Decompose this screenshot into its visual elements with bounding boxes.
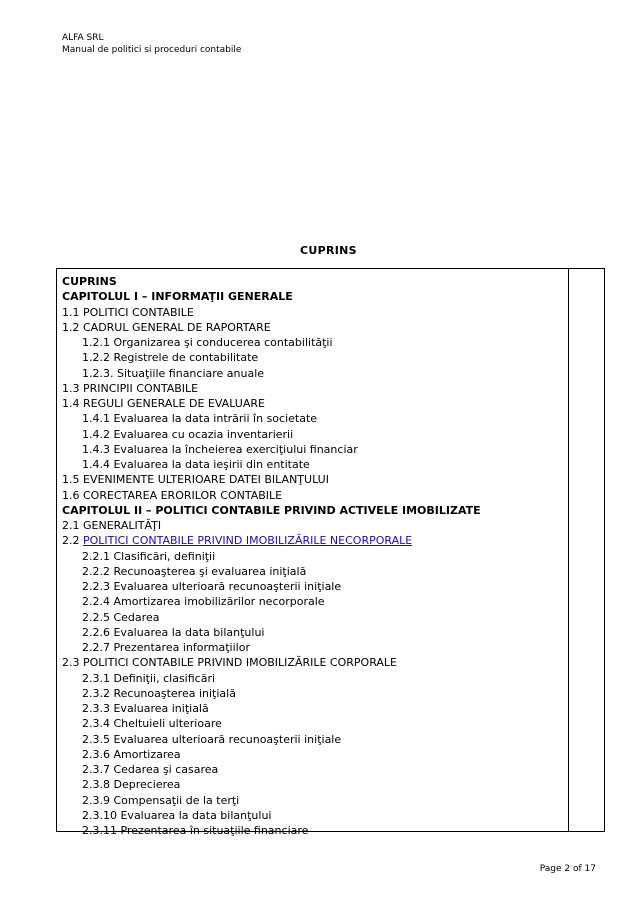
toc-entry-text: 1.1 POLITICI CONTABILE — [62, 305, 194, 319]
toc-entry — [62, 411, 562, 426]
toc-entry-text: 2.3.7 Cedarea şi casarea — [82, 763, 219, 776]
toc-entry-text: 2.3.11 Prezentarea în situaţiile financiare — [82, 824, 309, 837]
toc-entry-text: 1.4.1 Evaluarea la data intrării în societate — [82, 412, 318, 426]
toc-entry-text: 2.3.1 Definiţii, clasificări — [82, 671, 216, 685]
toc-entry — [62, 549, 562, 564]
toc-entry — [62, 686, 562, 701]
toc-entry — [62, 274, 562, 289]
toc-entry — [62, 701, 562, 716]
toc-entry — [62, 564, 562, 579]
toc-entry — [62, 625, 562, 640]
toc-entry — [62, 488, 562, 503]
toc-entry-text: 2.2.4 Amortizarea imobilizărilor necorporale — [82, 595, 325, 609]
toc-entry — [62, 289, 562, 304]
toc-entry-text: 2.1 GENERALITĂŢI — [62, 519, 162, 532]
toc-entry — [62, 762, 562, 777]
toc-entry-text: CUPRINS — [62, 275, 117, 288]
toc-entry — [62, 427, 562, 442]
toc-entry-text: CAPITOLUL II – POLITICI CONTABILE PRIVIND ACTIVELE IMOBILIZATE — [62, 503, 481, 517]
toc-entry-text: 1.4.3 Evaluarea la încheierea exerciţiului financiar — [82, 442, 358, 456]
toc-entry — [62, 381, 562, 396]
toc-entry — [62, 655, 562, 670]
toc-entry — [62, 518, 562, 533]
toc-entry-text: 1.4.2 Evaluarea cu ocazia inventarierii — [82, 427, 294, 441]
toc-entry — [62, 320, 562, 335]
page-header — [62, 32, 241, 56]
toc-list — [62, 274, 562, 838]
page-number: Page 2 of 17 — [539, 864, 596, 874]
toc-entry — [62, 305, 562, 320]
toc-entry — [62, 716, 562, 731]
toc-entry-text: 1.2 CADRUL GENERAL DE RAPORTARE — [62, 320, 271, 334]
toc-entry-text: 1.2.2 Registrele de contabilitate — [82, 351, 259, 365]
toc-entry-text: 2.3.6 Amortizarea — [82, 747, 181, 761]
toc-table — [56, 268, 605, 837]
table-column-divider — [568, 269, 569, 831]
toc-entry — [62, 396, 562, 411]
toc-entry — [62, 472, 562, 487]
toc-entry — [62, 732, 562, 747]
toc-entry-text: 2.3.5 Evaluarea ulterioară recunoaşterii iniţiale — [82, 732, 342, 746]
toc-entry — [62, 579, 562, 594]
toc-entry-text: 2.3.4 Cheltuieli ulterioare — [82, 717, 222, 731]
company-name: ALFA SRL — [62, 33, 104, 43]
toc-entry-text: 2.2.7 Prezentarea informaţiilor — [82, 641, 250, 654]
toc-entry — [62, 335, 562, 350]
toc-entry — [62, 457, 562, 472]
toc-entry — [62, 793, 562, 808]
toc-entry — [62, 503, 562, 518]
toc-entry — [62, 366, 562, 381]
toc-entry-text: 1.6 CORECTAREA ERORILOR CONTABILE — [62, 488, 283, 502]
toc-entry — [62, 747, 562, 762]
toc-entry[interactable] — [62, 533, 562, 548]
manual-title: Manual de politici si proceduri contabile — [62, 45, 242, 55]
page-title: CUPRINS — [300, 244, 357, 257]
toc-entry-text: 2.2 — [62, 534, 83, 548]
toc-entry-text: CAPITOLUL I – INFORMAŢII GENERALE — [62, 290, 293, 304]
toc-entry — [62, 442, 562, 457]
toc-entry-text: 1.3 PRINCIPII CONTABILE — [62, 381, 199, 395]
toc-entry-text: 2.2.6 Evaluarea la data bilanţului — [82, 625, 265, 639]
toc-entry — [62, 610, 562, 625]
toc-entry-text: 2.3.9 Compensaţii de la terţi — [82, 793, 240, 807]
toc-entry — [62, 777, 562, 792]
toc-entry-text: 2.3 POLITICI CONTABILE PRIVIND IMOBILIZĂRILE CORPORALE — [62, 656, 398, 670]
toc-entry-text: 2.2.1 Clasificări, definiţii — [82, 549, 216, 563]
toc-entry-text: 1.4.4 Evaluarea la data ieşirii din entitate — [82, 458, 310, 471]
toc-entry — [62, 823, 562, 838]
toc-entry — [62, 594, 562, 609]
toc-entry-text: 2.3.8 Deprecierea — [82, 778, 181, 792]
toc-entry-text: 1.2.1 Organizarea şi conducerea contabilităţii — [82, 336, 333, 349]
toc-entry-text: 2.2.2 Recunoaşterea şi evaluarea iniţială — [82, 564, 307, 578]
toc-entry-text: 2.3.2 Recunoaşterea iniţială — [82, 686, 236, 700]
toc-entry — [62, 350, 562, 365]
toc-entry-link[interactable]: POLITICI CONTABILE PRIVIND IMOBILIZĂRILE NECORPORALE — [83, 534, 413, 548]
toc-entry — [62, 808, 562, 823]
toc-entry-text: 1.2.3. Situaţiile financiare anuale — [82, 366, 265, 380]
toc-entry-text: 1.4 REGULI GENERALE DE EVALUARE — [62, 397, 265, 410]
toc-entry — [62, 640, 562, 655]
toc-entry-text: 2.2.3 Evaluarea ulterioară recunoaşterii iniţiale — [82, 580, 342, 593]
toc-entry-text: 2.2.5 Cedarea — [82, 610, 160, 624]
toc-entry — [62, 671, 562, 686]
toc-entry-text: 2.3.10 Evaluarea la data bilanţului — [82, 808, 272, 822]
toc-entry-text: 1.5 EVENIMENTE ULTERIOARE DATEI BILANŢULUI — [62, 473, 329, 487]
toc-entry-text: 2.3.3 Evaluarea iniţială — [82, 702, 209, 715]
